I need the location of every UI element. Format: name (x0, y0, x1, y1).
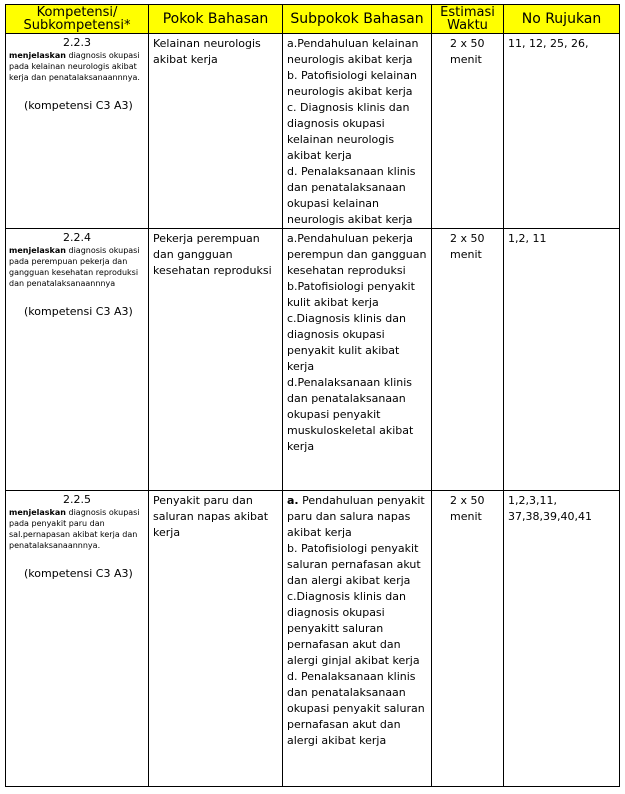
syllabus-table (5, 4, 620, 787)
pokok-bahasan-text: Kelainan neurologis akibat kerja (153, 37, 261, 66)
subpokok-item: a.Pendahuluan kelainan neurologis akibat kerja (287, 37, 419, 66)
header-subpokok-bahasan: Subpokok Bahasan (283, 5, 432, 34)
kompetensi-verb: menjelaskan (9, 51, 66, 60)
kompetensi-code: (kompetensi C3 A3) (24, 99, 133, 112)
subpokok-item: a. Pendahuluan penyakit paru dan salura napas akibat kerja (287, 494, 425, 539)
no-rujukan-text: 11, 12, 25, 26, (508, 37, 589, 50)
subpokok-item: c.Diagnosis klinis dan diagnosis okupasi penyakitt saluran pernafasan akut dan alergi ginjal akibat kerja (287, 590, 420, 667)
pokok-bahasan-text: Penyakit paru dan saluran napas akibat kerja (153, 494, 269, 539)
subpokok-item: d. Penalaksanaan klinis dan penatalaksanaan okupasi penyakit saluran pernafasan akut dan alergi akibat kerja (287, 670, 425, 747)
subpokok-item: d.Penalaksanaan klinis dan penatalaksanaan okupasi penyakit muskuloskeletal akibat kerja (287, 376, 414, 453)
header-no-rujukan: No Rujukan (504, 5, 620, 34)
no-rujukan-cell (504, 34, 620, 229)
table-row (6, 491, 620, 787)
subpokok-bahasan-cell (283, 34, 432, 229)
header-kompetensi: Kompetensi/ Subkompetensi* (6, 5, 149, 34)
kompetensi-code: (kompetensi C3 A3) (24, 305, 133, 318)
estimasi-waktu-cell (432, 34, 504, 229)
kompetensi-verb: menjelaskan (9, 508, 66, 517)
estimasi-waktu-cell (432, 229, 504, 491)
header-row (6, 5, 620, 34)
kompetensi-verb: menjelaskan (9, 246, 66, 255)
no-rujukan-text: 1,2,3,11, 37,38,39,40,41 (508, 494, 592, 523)
subpokok-item: a.Pendahuluan pekerja perempun dan gangguan kesehatan reproduksi (287, 232, 427, 277)
estimasi-waktu-cell (432, 491, 504, 787)
header-pokok-bahasan: Pokok Bahasan (149, 5, 283, 34)
subpokok-bahasan-cell (283, 491, 432, 787)
kompetensi-cell (6, 34, 149, 229)
pokok-bahasan-cell (149, 491, 283, 787)
estimasi-waktu-text: 2 x 50 menit (450, 494, 485, 523)
kompetensi-text: diagnosis okupasi pada penyakit paru dan sal.pernapasan akibat kerja dan penatalaksanaannnya. (9, 508, 140, 550)
kompetensi-text: diagnosis okupasi pada perempuan pekerja dan gangguan kesehatan reproduksi dan penatalaksanaannnya (9, 246, 140, 288)
kompetensi-cell (6, 491, 149, 787)
table-row (6, 229, 620, 491)
kompetensi-number: 2.2.5 (63, 493, 91, 506)
subpokok-item: b. Patofisiologi kelainan neurologis akibat kerja (287, 69, 417, 98)
kompetensi-number: 2.2.4 (63, 231, 91, 244)
kompetensi-number: 2.2.3 (63, 36, 91, 49)
subpokok-item: d. Penalaksanaan klinis dan penatalaksanaan okupasi kelainan neurologis akibat kerja (287, 165, 416, 226)
kompetensi-description (6, 507, 148, 551)
subpokok-item: c. Diagnosis klinis dan diagnosis okupasi kelainan neurologis akibat kerja (287, 101, 410, 162)
kompetensi-description (6, 50, 148, 83)
subpokok-bahasan-cell (283, 229, 432, 491)
no-rujukan-cell (504, 229, 620, 491)
subpokok-item: b. Patofisiologi penyakit saluran pernafasan akut dan alergi akibat kerja (287, 542, 421, 587)
pokok-bahasan-cell (149, 34, 283, 229)
pokok-bahasan-text: Pekerja perempuan dan gangguan kesehatan reproduksi (153, 232, 272, 277)
pokok-bahasan-cell (149, 229, 283, 491)
kompetensi-description (6, 245, 148, 289)
table-row (6, 34, 620, 229)
no-rujukan-cell (504, 491, 620, 787)
kompetensi-text: diagnosis okupasi pada kelainan neurologis akibat kerja dan penatalaksanaannnya. (9, 51, 140, 82)
estimasi-waktu-text: 2 x 50 menit (450, 232, 485, 261)
subpokok-item: c.Diagnosis klinis dan diagnosis okupasi penyakit kulit akibat kerja (287, 312, 406, 373)
no-rujukan-text: 1,2, 11 (508, 232, 547, 245)
subpokok-item: b.Patofisiologi penyakit kulit akibat kerja (287, 280, 415, 309)
estimasi-waktu-text: 2 x 50 menit (450, 37, 485, 66)
kompetensi-cell (6, 229, 149, 491)
header-estimasi-waktu: Estimasi Waktu (432, 5, 504, 34)
kompetensi-code: (kompetensi C3 A3) (24, 567, 133, 580)
